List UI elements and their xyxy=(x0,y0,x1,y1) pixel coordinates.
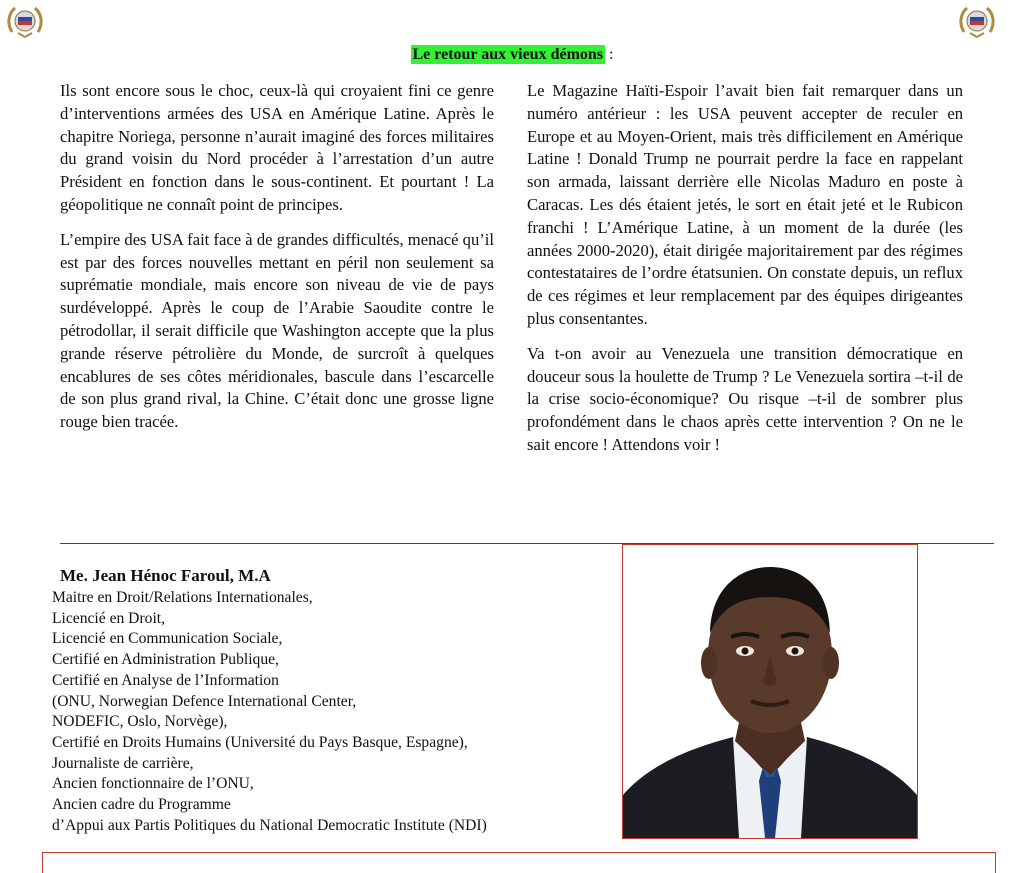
section-title-highlight: Le retour aux vieux démons xyxy=(412,46,604,63)
credential-line: Journaliste de carrière, xyxy=(52,754,194,772)
laurel-emblem-icon xyxy=(958,4,996,38)
credential-line: Ancien fonctionnaire de l’ONU, xyxy=(52,775,254,793)
credential-line: Certifié en Administration Publique, xyxy=(52,651,279,669)
article-left-column xyxy=(60,80,494,446)
author-photo xyxy=(622,544,918,839)
credential-line: Licencié en Communication Sociale, xyxy=(52,630,283,648)
credential-line: (ONU, Norwegian Defence International Center, xyxy=(52,692,357,710)
paragraph: Ils sont encore sous le choc, ceux-là qui croyaient fini ce genre d’interventions armées des USA en Amérique Latine. Après le chapitre Noriega, personne n’aurait imaginé des forces militaires du grand voisin du Nord procéder à l’arrestation d’un autre Président en fonction dans le sous-continent. Et pourtant ! La géopolitique ne connaît point de principes. xyxy=(60,81,494,214)
next-section-frame xyxy=(42,852,996,873)
paragraph: L’empire des USA fait face à de grandes difficultés, menacé qu’il est par des forces nouvelles mettant en péril non seulement sa suprématie mondiale, mais encore son niveau de vie de pays surdéveloppé. Après le coup de l’Arabie Saoudite contre le pétrodollar, il serait difficile que Washington accepte que la plus grande réserve pétrolière du Monde, de surcroît à quelques encablures de ses côtes méridionales, bascule dans l’escarcelle de son plus grand rival, la Chine. C’était donc une grosse ligne rouge bien tracée. xyxy=(60,229,494,432)
author-credentials xyxy=(52,588,612,836)
portrait-illustration xyxy=(623,545,917,838)
laurel-emblem-icon xyxy=(6,4,44,38)
credential-line: d’Appui aux Partis Politiques du National Democratic Institute (NDI) xyxy=(52,816,487,834)
credential-line: Certifié en Analyse de l’Information xyxy=(52,671,279,689)
credential-line: Licencié en Droit, xyxy=(52,609,166,627)
credential-line: Ancien cadre du Programme xyxy=(52,796,231,814)
paragraph: Va t-on avoir au Venezuela une transition démocratique en douceur sous la houlette de Trump ? Le Venezuela sortira –t-il de la crise socio-économique? Ou risque –t-il de sombrer plus profondément dans le chaos après cette intervention ? On ne le sait encore ! Attendons voir ! xyxy=(527,343,963,454)
author-name: Me. Jean Hénoc Faroul, M.A xyxy=(60,566,271,585)
credential-line: Certifié en Droits Humains (Université du Pays Basque, Espagne), xyxy=(52,733,468,751)
paragraph: Le Magazine Haïti-Espoir l’avait bien fait remarquer dans un numéro antérieur : les USA peuvent accepter de reculer en Europe et au Moyen-Orient, mais très difficilement en Amérique Latine ! Donald Trump ne pourrait perdre la face en rappelant son armada, laissant derrière elle Nicolas Maduro en poste à Caracas. Les dés étaient jetés, le sort en était jeté et le Rubicon franchi ! L’Amérique Latine, à un moment de la durée (les années 2000-2020), était dirigée majoritairement par des régimes contestataires de l’ordre étatsunien. On constate depuis, un reflux de ces régimes et leur remplacement par des équipes dirigeantes plus consentantes. xyxy=(527,81,963,328)
credential-line: NODEFIC, Oslo, Norvège), xyxy=(52,713,228,731)
article-right-column xyxy=(527,80,963,469)
section-title-colon: : xyxy=(605,46,614,63)
credential-line: Maitre en Droit/Relations Internationales, xyxy=(52,589,313,606)
section-title xyxy=(0,46,1024,64)
